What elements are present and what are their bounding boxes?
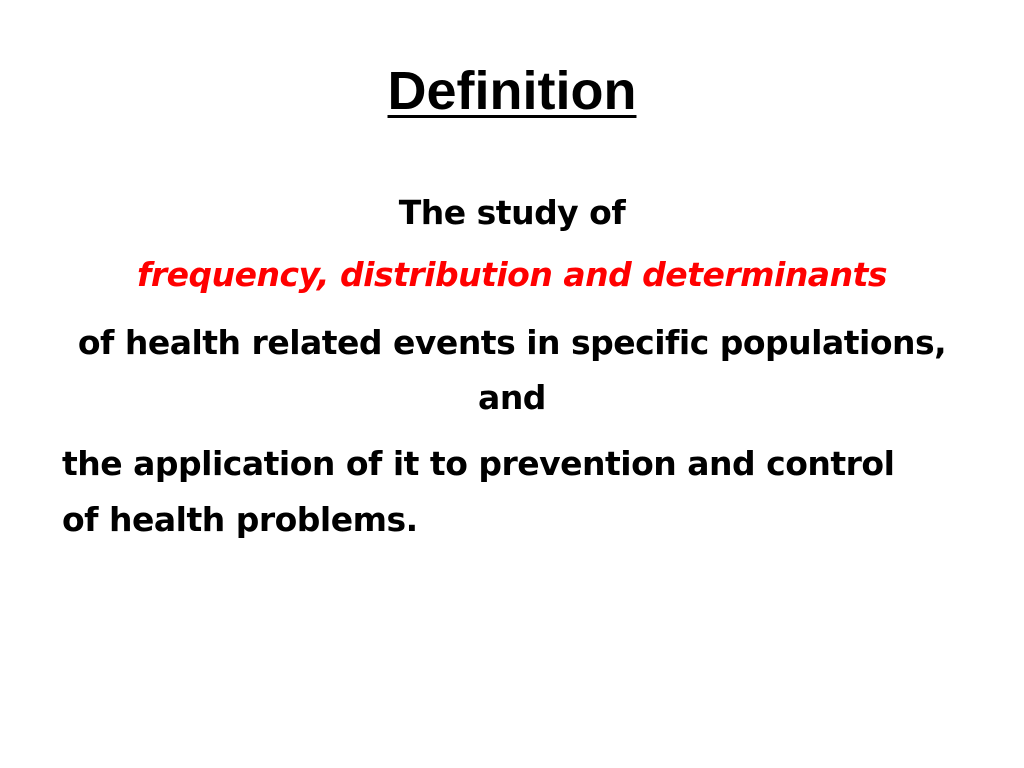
definition-line-5: the application of it to prevention and control [62, 444, 895, 483]
definition-line-3: of health related events in specific populations, [77, 323, 947, 362]
definition-line-1: The study of [398, 193, 626, 232]
slide-title: Definition [387, 61, 637, 121]
definition-highlight-line: frequency, distribution and determinants [136, 255, 887, 294]
definition-line-4: and [478, 378, 546, 417]
definition-line-6: of health problems. [62, 500, 418, 539]
